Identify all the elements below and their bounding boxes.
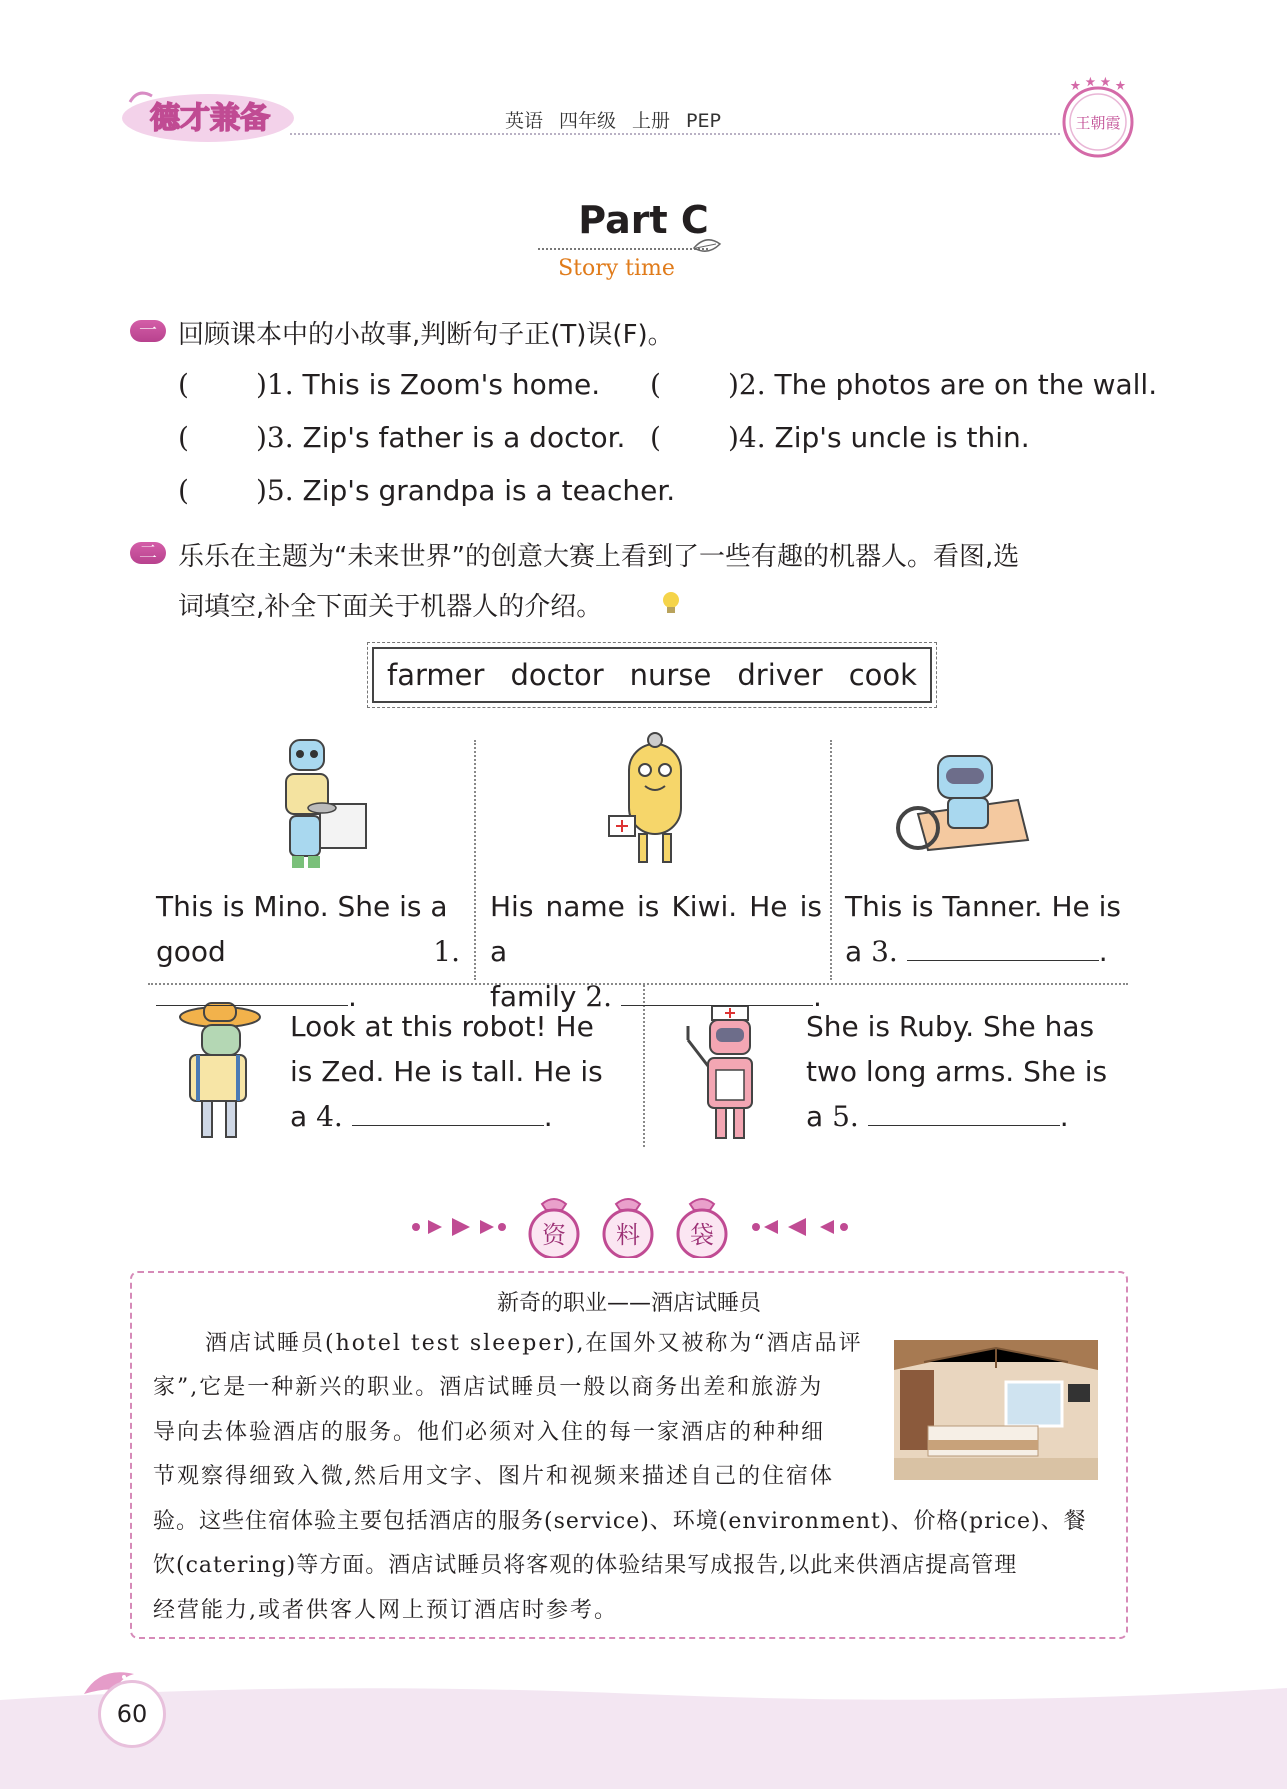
svg-text:袋: 袋 [690, 1221, 714, 1249]
word-bank [372, 647, 932, 703]
answer-blank[interactable] [907, 940, 1099, 961]
answer-paren[interactable]: ( [178, 368, 189, 401]
section2-instruction-line1: 乐乐在主题为“未来世界”的创意大赛上看到了一些有趣的机器人。看图,选 [178, 542, 1020, 572]
section1-instruction: 回顾课本中的小故事,判断句子正(T)误(F)。 [178, 320, 674, 350]
part-subtitle: Story time [558, 256, 675, 281]
word-option: nurse [629, 658, 712, 692]
cell-divider [830, 740, 832, 980]
bag-char-2 [598, 1194, 658, 1258]
tf-item-5: ( )5. Zip's grandpa is a teacher. [178, 474, 676, 507]
info-paragraph-line-7: 经营能力,或者供客人网上预订酒店时参考。 [153, 1598, 618, 1623]
answer-paren[interactable]: ( [178, 474, 189, 507]
info-paragraph-line-3: 导向去体验酒店的服务。他们必须对入住的每一家酒店的种种细 [153, 1420, 826, 1445]
robot-cell-5: She is Ruby. She has two long arms. She is a 5. . [806, 1010, 1108, 1133]
svg-text:料: 料 [616, 1221, 640, 1249]
subject-language: 英语 [505, 110, 544, 132]
subject-edition: PEP [686, 110, 721, 132]
svg-text:资: 资 [542, 1221, 566, 1249]
info-paragraph-line-4: 节观察得细致入微,然后用文字、图片和视频来描述自己的住宿体 [153, 1464, 834, 1489]
bag-char-3 [672, 1194, 732, 1258]
tf-item-1: ( )1. This is Zoom's home. [178, 368, 601, 401]
title-underline [538, 248, 708, 250]
answer-blank[interactable] [621, 985, 813, 1006]
lightbulb-icon [660, 590, 682, 616]
word-option: cook [848, 658, 917, 692]
tf-item-3: ( )3. Zip's father is a doctor. [178, 421, 626, 454]
robot-doctor-illustration [605, 730, 705, 870]
answer-blank[interactable] [156, 985, 348, 1006]
page-number: 60 [98, 1680, 166, 1748]
subject-info [505, 106, 737, 133]
decoration-arrows-left-icon [408, 1212, 508, 1242]
part-title: Part C [578, 198, 709, 242]
answer-paren[interactable]: ( [650, 368, 661, 401]
cell-divider [474, 740, 476, 980]
section2-badge: 二 [130, 542, 166, 564]
brand-logo [120, 82, 296, 144]
info-title: 新奇的职业——酒店试睡员 [496, 1291, 761, 1316]
bag-char-1 [524, 1194, 584, 1258]
tf-item-4: ( )4. Zip's uncle is thin. [650, 421, 1030, 454]
brand-text: 德才兼备 [150, 101, 270, 136]
hotel-room-photo [894, 1340, 1098, 1480]
robot-cell-4: Look at this robot! He is Zed. He is tall. He is a 4. . [290, 1010, 603, 1133]
answer-blank[interactable] [352, 1105, 544, 1126]
footer-wave [0, 1680, 1287, 1789]
robot-driver-illustration [888, 750, 1038, 860]
word-option: farmer [387, 658, 485, 692]
subject-grade: 四年级 [559, 110, 617, 132]
subject-volume: 上册 [632, 110, 671, 132]
word-option: driver [737, 658, 823, 692]
info-paragraph-line-1: 酒店试睡员(hotel test sleeper),在国外又被称为“酒店品评 [205, 1331, 863, 1356]
robot-cell-2: His name is Kiwi. He is a family 2. . [490, 890, 822, 1013]
seal-text: 王朝霞 [1075, 114, 1121, 132]
robot-cell-1: This is Mino. She is a good 1. . [156, 890, 460, 1013]
decoration-arrows-right-icon [750, 1212, 850, 1242]
answer-paren[interactable]: ( [650, 421, 661, 454]
word-option: doctor [510, 658, 604, 692]
author-seal-icon [1055, 72, 1141, 162]
info-paragraph-line-2: 家”,它是一种新兴的职业。酒店试睡员一般以商务出差和旅游为 [153, 1375, 824, 1400]
section2-instruction-line2: 词填空,补全下面关于机器人的介绍。 [178, 592, 603, 622]
robot-cook-illustration [250, 732, 370, 872]
answer-paren[interactable]: ( [178, 421, 189, 454]
robot-cell-3: This is Tanner. He is a 3. . [845, 890, 1122, 968]
tf-item-2: ( )2. The photos are on the wall. [650, 368, 1158, 401]
info-paragraph-line-6: 饮(catering)等方面。酒店试睡员将客观的体验结果写成报告,以此来供酒店提高管理 [153, 1553, 1018, 1578]
answer-blank[interactable] [868, 1105, 1060, 1126]
section1-badge: 一 [130, 320, 166, 342]
robot-nurse-illustration [680, 1000, 780, 1145]
info-paragraph-line-5: 验。这些住宿体验主要包括酒店的服务(service)、环境(environment)、价格(price)、餐 [153, 1509, 1087, 1534]
header-divider [290, 133, 1060, 135]
leaf-icon [692, 236, 722, 256]
